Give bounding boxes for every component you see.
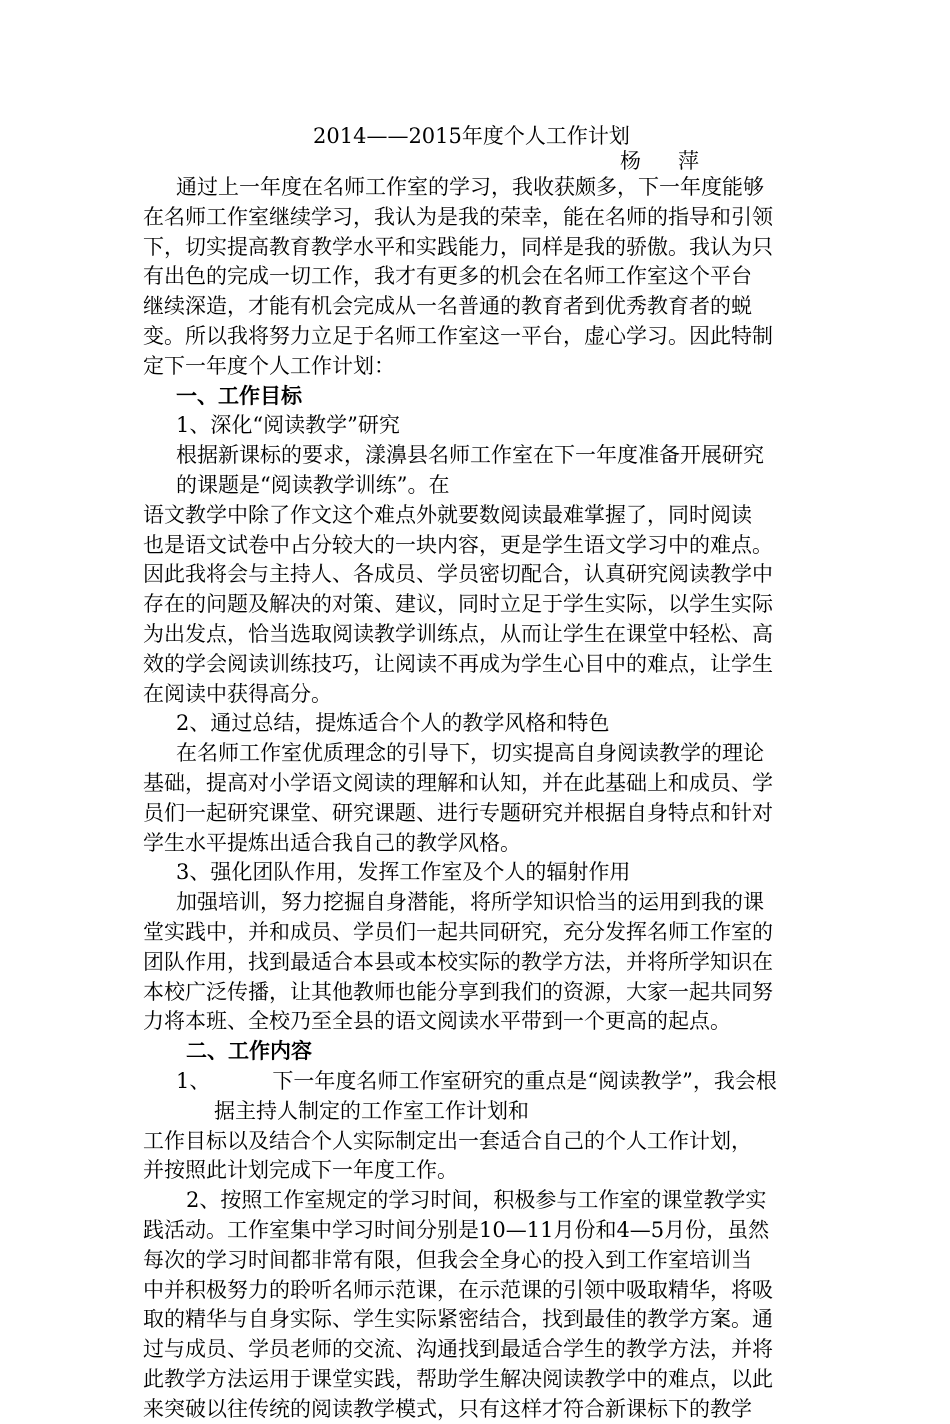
paragraph-line: 根据新课标的要求，漾濞县名师工作室在下一年度准备开展研究 (176, 443, 764, 467)
paragraph-line: 存在的问题及解决的对策、建议，同时立足于学生实际，以学生实际 (143, 592, 773, 616)
paragraph-line: 在名师工作室优质理念的引导下，切实提高自身阅读教学的理论 (176, 741, 764, 765)
paragraph-line: 也是语文试卷中占分较大的一块内容，更是学生语文学习中的难点。 (143, 533, 773, 557)
paragraph-line: 此教学方法运用于课堂实践，帮助学生解决阅读教学中的难点，以此 (143, 1367, 773, 1391)
paragraph-line: 取的精华与自身实际、学生实际紧密结合，找到最佳的教学方案。通 (143, 1307, 773, 1331)
paragraph-line: 来突破以往传统的阅读教学模式，只有这样才符合新课标下的教学 (143, 1397, 752, 1421)
paragraph-line: 基础，提高对小学语文阅读的理解和认知，并在此基础上和成员、学 (143, 771, 773, 795)
content-1-number: 1、 (176, 1069, 211, 1093)
paragraph-line: 学生水平提炼出适合我自己的教学风格。 (143, 831, 521, 855)
paragraph-line: 加强培训，努力挖掘自身潜能，将所学知识恰当的运用到我的课 (176, 890, 764, 914)
paragraph-line: 过与成员、学员老师的交流、沟通找到最适合学生的教学方法，并将 (143, 1337, 773, 1361)
intro-line: 通过上一年度在名师工作室的学习，我收获颇多，下一年度能够 (176, 175, 764, 199)
intro-line: 变。所以我将努力立足于名师工作室这一平台，虚心学习。因此特制 (143, 324, 773, 348)
paragraph-line: 在阅读中获得高分。 (143, 682, 332, 706)
goal-2-title: 2、通过总结，提炼适合个人的教学风格和特色 (176, 711, 610, 735)
goal-3-title: 3、强化团队作用，发挥工作室及个人的辐射作用 (176, 860, 631, 884)
paragraph-line: 力将本班、全校乃至全县的语文阅读水平带到一个更高的起点。 (143, 1009, 731, 1033)
paragraph-line: 为出发点，恰当选取阅读教学训练点，从而让学生在课堂中轻松、高 (143, 622, 773, 646)
paragraph-line: 员们一起研究课堂、研究课题、进行专题研究并根据自身特点和针对 (143, 801, 773, 825)
paragraph-line: 语文教学中除了作文这个难点外就要数阅读最难掌握了，同时阅读 (143, 503, 752, 527)
intro-line: 在名师工作室继续学习，我认为是我的荣幸，能在名师的指导和引领 (143, 205, 773, 229)
content-1-text: 下一年度名师工作室研究的重点是“阅读教学”，我会根 (272, 1069, 777, 1093)
paragraph-line: 本校广泛传播，让其他教师也能分享到我们的资源，大家一起共同努 (143, 980, 773, 1004)
paragraph-line: 2、按照工作室规定的学习时间，积极参与工作室的课堂教学实 (186, 1188, 767, 1212)
paragraph-line: 因此我将会与主持人、各成员、学员密切配合，认真研究阅读教学中 (143, 562, 773, 586)
document-author: 杨 萍 (620, 149, 707, 173)
paragraph-line: 每次的学习时间都非常有限，但我会全身心的投入到工作室培训当 (143, 1248, 752, 1272)
paragraph-line: 并按照此计划完成下一年度工作。 (143, 1158, 458, 1182)
paragraph-line: 践活动。工作室集中学习时间分别是10—11月份和4—5月份，虽然 (143, 1218, 770, 1242)
intro-line: 继续深造，才能有机会完成从一名普通的教育者到优秀教育者的蜕 (143, 294, 752, 318)
intro-line: 定下一年度个人工作计划： (143, 354, 395, 378)
goal-1-title: 1、深化“阅读教学”研究 (176, 413, 400, 437)
paragraph-line: 中并积极努力的聆听名师示范课，在示范课的引领中吸取精华，将吸 (143, 1278, 773, 1302)
paragraph-line: 堂实践中，并和成员、学员们一起共同研究，充分发挥名师工作室的 (143, 920, 773, 944)
content-1-first-line (176, 1066, 777, 1096)
document-title: 2014——2015年度个人工作计划 (313, 124, 630, 148)
paragraph-line: 团队作用，找到最适合本县或本校实际的教学方法，并将所学知识在 (143, 950, 773, 974)
section-heading-content: 二、工作内容 (186, 1038, 312, 1063)
section-heading-goals: 一、工作目标 (176, 383, 302, 408)
paragraph-line: 工作目标以及结合个人实际制定出一套适合自己的个人工作计划， (143, 1129, 752, 1153)
paragraph-line: 据主持人制定的工作室工作计划和 (214, 1099, 529, 1123)
intro-line: 有出色的完成一切工作，我才有更多的机会在名师工作室这个平台 (143, 264, 752, 288)
intro-line: 下，切实提高教育教学水平和实践能力，同样是我的骄傲。我认为只 (143, 235, 773, 259)
paragraph-line: 效的学会阅读训练技巧，让阅读不再成为学生心目中的难点，让学生 (143, 652, 773, 676)
paragraph-line: 的课题是“阅读教学训练”。在 (176, 473, 450, 497)
